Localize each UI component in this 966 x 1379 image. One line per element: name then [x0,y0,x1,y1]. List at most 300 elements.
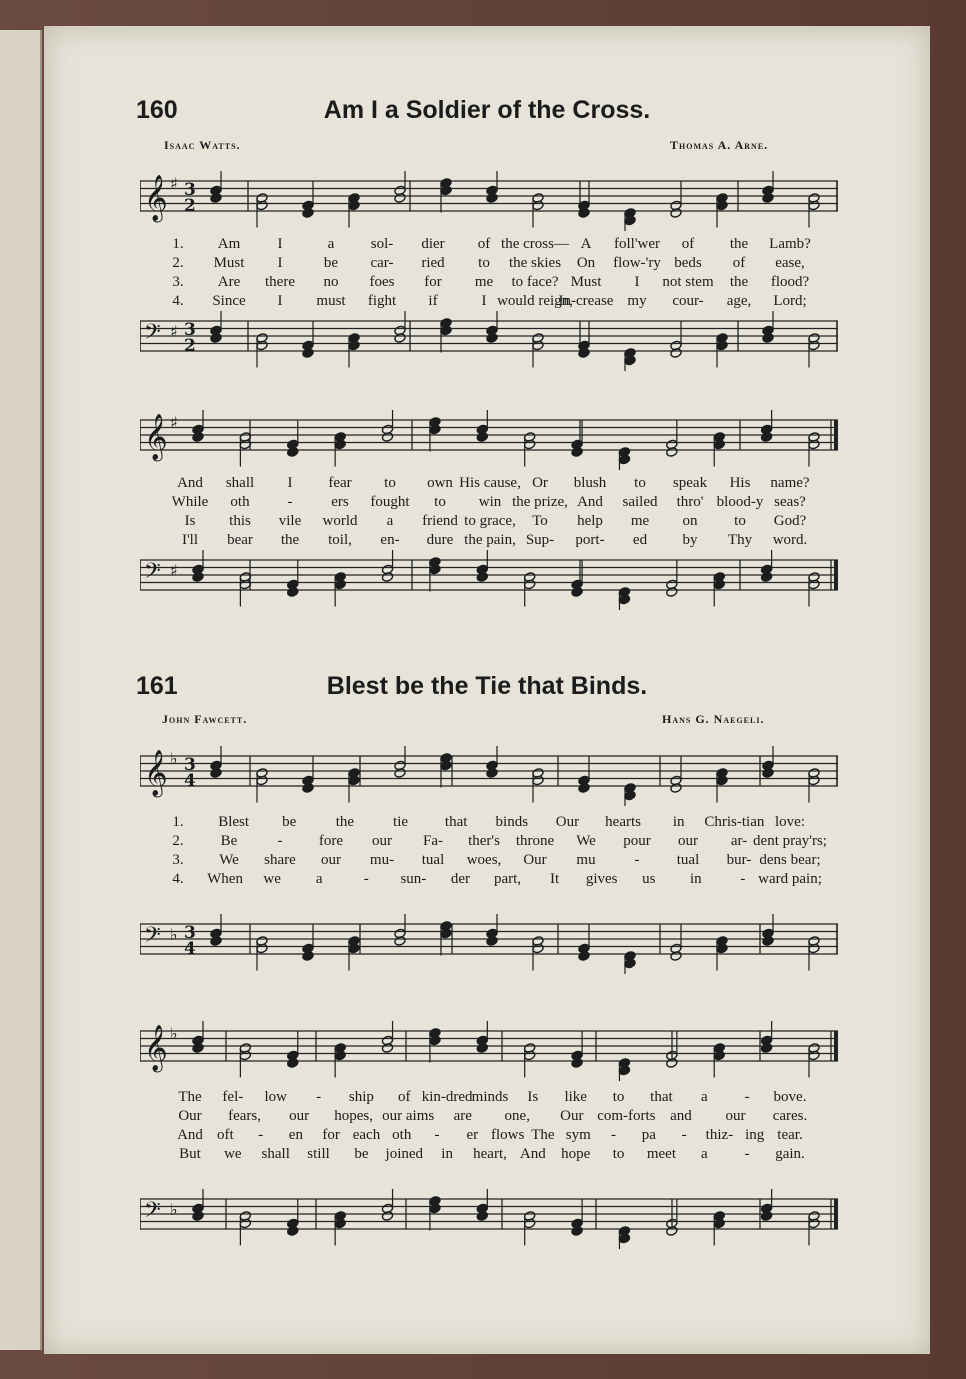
lyric-syllable: that [444,814,468,830]
note-head [532,200,544,211]
note-head [578,951,590,962]
lyric-syllable: there [265,274,295,290]
lyric-syllable: When [207,871,243,887]
lyric-syllable: Must [213,255,245,271]
note-head [429,1035,441,1046]
note-head [624,355,636,366]
lyric-syllable: We [219,852,239,868]
lyric-syllable: - [316,1089,322,1105]
note-head [210,768,222,779]
lyric-syllable: Our [178,1108,202,1124]
note-head [524,439,536,450]
time-signature-icon: 3 [184,755,196,775]
lyric-syllable: binds [495,814,529,830]
lyric-syllable: While [171,494,209,510]
note-head [239,1218,251,1229]
note-head [571,1058,583,1069]
lyric-syllable: - [744,1089,750,1105]
note-head [381,572,393,583]
lyric-syllable: dens bear; [759,852,821,868]
lyric-syllable: tual [676,852,700,868]
lyric-syllable: the [729,236,749,252]
lyric-syllable: ther's [468,833,500,849]
sharp-sign-icon: ♯ [170,413,178,432]
note-head [440,325,452,336]
note-head [287,1226,299,1237]
lyric-syllable: a [327,236,335,252]
lyric-syllable: en- [380,532,400,548]
lyric-syllable: no [323,274,339,290]
lyric-syllable: for [322,1127,340,1143]
lyric-syllable: 2. [172,255,184,271]
note-head [476,432,488,443]
time-signature-icon: 3 [184,320,196,340]
lyric-syllable: and [670,1108,692,1124]
treble-clef-icon: 𝄞 [144,1025,168,1071]
note-head [762,193,774,204]
lyric-syllable: to grace, [464,513,516,529]
note-head [716,200,728,211]
previous-page-edge [0,30,42,1350]
lyric-verse-line [140,274,838,292]
lyric-verse-line [140,1089,838,1107]
lyric-syllable: be [323,255,339,271]
lyric-syllable: - [434,1127,440,1143]
lyric-syllable: 3. [172,852,184,868]
words-credit: John Fawcett. [162,712,248,726]
lyric-syllable: 2. [172,833,184,849]
lyric-syllable: fel- [222,1089,244,1105]
lyric-syllable: I [277,236,283,252]
lyric-syllable: flow-'ry [613,255,661,271]
lyric-syllable: blood-y [716,494,764,510]
lyric-syllable: ing [745,1127,765,1143]
lyric-syllable: of [732,255,746,271]
lyric-syllable: dent pray'rs; [753,833,827,849]
lyric-syllable: Chris-tian [704,814,765,830]
note-head [808,340,820,351]
lyric-syllable: Or [532,475,548,491]
lyric-syllable: der [450,871,471,887]
lyric-syllable: to [734,513,746,529]
hymn-title: Am I a Soldier of the Cross. [323,96,651,124]
lyric-syllable: word. [772,532,808,548]
note-head [524,1218,536,1229]
note-head [808,439,820,450]
lyric-verse-line [140,513,838,531]
lyric-syllable: 1. [172,236,184,252]
lyric-syllable: shall [225,475,255,491]
lyric-syllable: 1. [172,814,184,830]
lyric-syllable: tear. [777,1127,803,1143]
note-head [381,1211,393,1222]
lyric-syllable: en [288,1127,303,1143]
lyric-syllable: 4. [172,293,184,309]
note-head [670,208,682,219]
note-head [302,208,314,219]
lyric-syllable: sailed [622,494,658,510]
lyric-verse-line [140,255,838,273]
lyric-syllable: gain. [775,1146,805,1162]
note-head [571,447,583,458]
lyric-syllable: The [531,1127,555,1143]
lyric-syllable: blush [573,475,607,491]
lyric-syllable: I [634,274,640,290]
lyric-syllable: for [424,274,442,290]
hymn-number: 161 [136,672,178,700]
lyric-syllable: sol- [370,236,394,252]
lyric-syllable: port- [575,532,605,548]
lyric-syllable: our [678,833,698,849]
lyric-syllable: er [466,1127,479,1143]
lyric-syllable: the prize, [512,494,568,510]
bass-clef-icon: 𝄢 [144,559,161,589]
lyric-syllable: fears, [228,1108,261,1124]
lyric-syllable: - [681,1127,687,1143]
hymnal-page [44,26,930,1354]
note-head [192,572,204,583]
note-head [716,340,728,351]
lyric-syllable: fore [318,833,344,849]
lyric-syllable: us [642,871,656,887]
lyric-syllable: toil, [328,532,352,548]
note-head [394,333,406,344]
lyric-syllable: of [681,236,695,252]
lyric-syllable: cares. [772,1108,808,1124]
lyric-syllable: name? [770,475,810,491]
lyric-syllable: kin-dred [421,1089,473,1105]
note-head [760,1043,772,1054]
lyric-syllable: Is [184,513,196,529]
bass-staff [140,1189,838,1227]
lyric-syllable: my [627,293,647,309]
treble-clef-icon: 𝄞 [144,750,168,796]
lyric-syllable: to [612,1089,625,1105]
bass-staff [140,311,838,356]
lyric-syllable: of [477,236,491,252]
note-head [348,775,360,786]
lyric-syllable: I [287,475,293,491]
lyric-syllable: Our [560,1108,584,1124]
lyric-syllable: Sup- [525,532,555,548]
lyric-syllable: pa [641,1127,656,1143]
time-signature-icon: 3 [184,923,196,943]
lyric-syllable: ers [331,494,349,510]
note-head [440,185,452,196]
note-head [808,1218,820,1229]
lyric-syllable: the cross— [501,236,569,252]
lyric-syllable: sun- [400,871,427,887]
lyric-syllable: bear [227,532,253,548]
lyric-syllable: must [316,293,346,309]
lyric-syllable: And [177,475,203,491]
lyric-syllable: hope [561,1146,591,1162]
note-head [348,200,360,211]
treble-staff [140,1021,838,1071]
note-head [666,1058,678,1069]
lyric-syllable: a [315,871,323,887]
lyric-syllable: in [672,814,685,830]
lyric-syllable: are [453,1108,472,1124]
note-head [618,594,630,605]
lyric-syllable: shall [261,1146,290,1162]
lyric-syllable: bur- [726,852,752,868]
note-head [670,348,682,359]
lyric-syllable: ward pain; [758,871,822,887]
lyric-syllable: Our [555,814,580,830]
lyric-syllable: to [384,475,396,491]
lyric-syllable: Thy [727,532,753,548]
note-head [486,333,498,344]
lyric-syllable: we [224,1146,242,1162]
hymn-header [44,672,930,712]
lyric-verse-line [140,852,838,870]
lyric-syllable: - [277,833,283,849]
lyric-syllable: 4. [172,871,184,887]
lyric-syllable: ried [421,255,445,271]
note-head [381,432,393,443]
lyric-syllable: Since [212,293,246,309]
note-head [429,424,441,435]
note-head [760,1211,772,1222]
note-head [440,760,452,771]
note-head [334,579,346,590]
note-head [571,587,583,598]
lyric-verse-line [140,814,838,832]
lyric-syllable: Are [217,274,241,290]
lyric-syllable: oth [392,1127,412,1143]
note-head [713,1050,725,1061]
lyric-syllable: we [263,871,281,887]
sharp-sign-icon: ♯ [170,174,178,193]
note-head [302,348,314,359]
lyric-syllable: - [363,871,369,887]
note-head [716,943,728,954]
lyric-syllable: flood? [770,274,810,290]
svg-text:2: 2 [184,196,196,216]
lyric-syllable: Be [220,833,238,849]
lyric-syllable: Am [217,236,241,252]
note-head [287,447,299,458]
lyric-syllable: a [700,1146,708,1162]
lyric-syllable: cour- [672,293,704,309]
note-head [394,193,406,204]
treble-clef-icon: 𝄞 [144,175,168,221]
note-head [524,1050,536,1061]
note-head [762,333,774,344]
note-head [762,768,774,779]
note-head [476,1211,488,1222]
lyric-syllable: And [177,1127,203,1143]
note-head [808,579,820,590]
lyric-syllable: - [611,1127,617,1143]
lyric-syllable: our [289,1108,310,1124]
lyric-syllable: the skies [508,255,562,271]
lyric-syllable: - [744,1146,750,1162]
lyric-syllable: be [282,814,297,830]
note-head [808,775,820,786]
lyric-syllable: mu- [369,852,395,868]
lyric-syllable: tie [393,814,409,830]
note-head [666,587,678,598]
note-head [287,587,299,598]
lyric-syllable: not stem [662,274,714,290]
lyric-verse-line [140,833,838,851]
lyric-syllable: to [634,475,646,491]
note-head [532,775,544,786]
svg-text:4: 4 [184,771,196,791]
lyric-syllable: Must [570,274,602,290]
lyric-syllable: pour [623,833,651,849]
bass-clef-icon: 𝄢 [144,320,161,350]
lyric-syllable: Is [527,1089,539,1105]
note-head [624,790,636,801]
note-head [524,579,536,590]
lyric-syllable: to [478,255,490,271]
lyric-syllable: still [307,1146,330,1162]
lyric-syllable: minds [471,1089,509,1105]
lyric-verse-line [140,494,838,512]
lyric-syllable: His [729,475,751,491]
lyric-syllable: that [650,1089,673,1105]
note-head [192,432,204,443]
lyric-syllable: low [264,1089,287,1105]
note-head [394,768,406,779]
note-head [666,447,678,458]
lyric-syllable: Blest [218,814,250,830]
lyric-syllable: gives [585,871,618,887]
lyric-syllable: friend [422,513,458,529]
note-head [381,1043,393,1054]
note-head [348,340,360,351]
note-head [429,564,441,575]
music-credit: Hans G. Naegeli. [662,712,765,726]
note-head [624,215,636,226]
lyric-syllable: one, [504,1108,530,1124]
music-credit: Thomas A. Arne. [670,138,769,152]
lyric-syllable: win [478,494,502,510]
lyric-syllable: - [258,1127,264,1143]
lyric-syllable: foll'wer [613,236,661,252]
note-head [760,432,772,443]
lyric-syllable: the [280,532,300,548]
lyric-syllable: In-crease [558,293,614,309]
lyric-syllable: thro' [676,494,704,510]
lyric-syllable: beds [674,255,702,271]
lyric-syllable: vile [278,513,302,529]
note-head [476,572,488,583]
lyric-syllable: com-forts [597,1108,656,1124]
bass-clef-icon: 𝄢 [144,923,161,953]
lyric-syllable: a [386,513,394,529]
note-head [618,454,630,465]
note-head [716,775,728,786]
lyric-verse-line [140,475,838,493]
note-head [486,768,498,779]
treble-staff [140,746,838,796]
lyric-verse-line [140,532,838,550]
lyric-syllable: throne [515,833,555,849]
lyric-syllable: car- [370,255,394,271]
note-head [210,936,222,947]
note-head [808,200,820,211]
svg-text:2: 2 [184,336,196,356]
lyric-syllable: sym [565,1127,591,1143]
lyric-syllable: to [612,1146,625,1162]
treble-staff [140,410,838,460]
note-head [394,936,406,947]
note-head [287,1058,299,1069]
note-head [713,579,725,590]
note-head [334,1050,346,1061]
hymn-number: 160 [136,96,178,124]
lyric-syllable: On [576,255,596,271]
flat-sign-icon: ♭ [170,1024,178,1043]
note-head [256,775,268,786]
words-credit: Isaac Watts. [164,138,241,152]
lyric-syllable: fought [370,494,410,510]
note-head [618,1233,630,1244]
lyric-syllable: in [441,1146,453,1162]
note-head [762,936,774,947]
note-head [256,200,268,211]
lyric-syllable: the [335,814,355,830]
lyric-verse-line [140,1127,838,1145]
note-head [486,193,498,204]
lyric-syllable: seas? [774,494,806,510]
lyric-syllable: Lamb? [769,236,811,252]
lyric-syllable: - [740,871,746,887]
lyric-syllable: the [729,274,749,290]
note-head [429,1203,441,1214]
lyric-syllable: ed [632,532,648,548]
lyric-syllable: I [277,255,283,271]
note-head [624,958,636,969]
lyric-syllable: share [264,852,296,868]
lyric-syllable: And [519,1146,546,1162]
note-head [210,193,222,204]
lyric-verse-line [140,1146,838,1164]
lyric-syllable: To [532,513,548,529]
lyric-syllable: part, [493,871,522,887]
lyric-syllable: thiz- [705,1127,734,1143]
bass-staff [140,914,838,959]
lyric-syllable: The [178,1089,202,1105]
lyric-syllable: ease, [775,255,805,271]
note-head [571,1226,583,1237]
lyric-syllable: heart, [473,1146,507,1162]
lyric-syllable: hearts [605,814,641,830]
lyric-syllable: be [354,1146,369,1162]
lyric-verse-line [140,1108,838,1126]
sharp-sign-icon: ♯ [170,322,178,341]
lyric-verse-line [140,871,838,889]
note-head [210,333,222,344]
note-head [486,936,498,947]
lyric-syllable: dure [426,532,454,548]
lyric-syllable: Fa- [423,833,443,849]
note-head [666,1226,678,1237]
lyric-syllable: foes [369,274,395,290]
time-signature-icon: 3 [184,180,196,200]
bass-staff [140,550,838,588]
lyric-verse-line [140,236,838,254]
lyric-syllable: I [481,293,487,309]
lyric-syllable: a [700,1089,708,1105]
lyric-syllable: We [576,833,596,849]
lyric-syllable: flows [490,1127,525,1143]
lyric-syllable: own [427,475,453,491]
